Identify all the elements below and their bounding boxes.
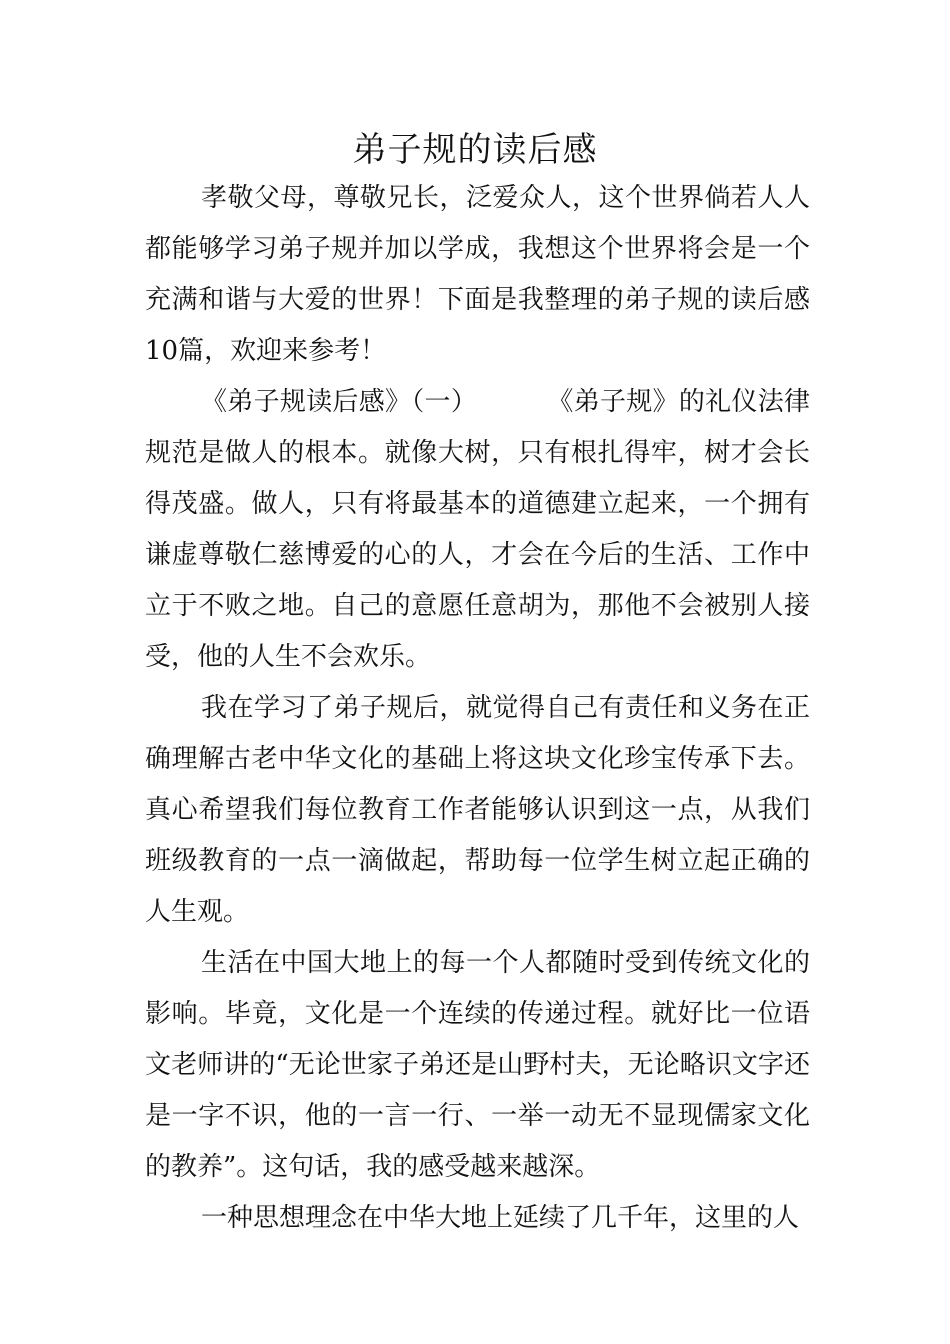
document-title: 弟子规的读后感 xyxy=(352,130,598,170)
paragraph-2: 我在学习了弟子规后，就觉得自己有责任和义务在正确理解古老中华文化的基础上将这块文化珍宝传承下去。真心希望我们每位教育工作者能够认识到这一点，从我们班级教育的一点一滴做起，帮助每一位学生树立起正确的人生观。 xyxy=(145,693,810,927)
paragraph-1: 《弟子规》的礼仪法律规范是做人的根本。就像大树，只有根扎得牢，树才会长得茂盛。做人，只有将最基本的道德建立起来，一个拥有谦虚尊敬仁慈博爱的心的人，才会在今后的生活、工作中立于不败之地。自己的意愿任意胡为，那他不会被别人接受，他的人生不会欢乐。 xyxy=(145,387,810,672)
document-body xyxy=(145,173,810,1244)
paragraph-4: 一种思想理念在中华大地上延续了几千年，这里的人 xyxy=(201,1203,800,1233)
section-paragraph xyxy=(145,377,810,683)
paragraph-3: 生活在中国大地上的每一个人都随时受到传统文化的影响。毕竟，文化是一个连续的传递过程。就好比一位语文老师讲的“无论世家子弟还是山野村夫，无论略识文字还是一字不识，他的一言一行、一举一动无不显现儒家文化的教养”。这句话，我的感受越来越深。 xyxy=(145,948,810,1182)
intro-paragraph: 孝敬父母，尊敬兄长，泛爱众人，这个世界倘若人人都能够学习弟子规并加以学成，我想这个世界将会是一个充满和谐与大爱的世界！下面是我整理的弟子规的读后感10篇，欢迎来参考！ xyxy=(145,183,810,366)
section-heading: 《弟子规读后感》（一） xyxy=(201,387,478,417)
